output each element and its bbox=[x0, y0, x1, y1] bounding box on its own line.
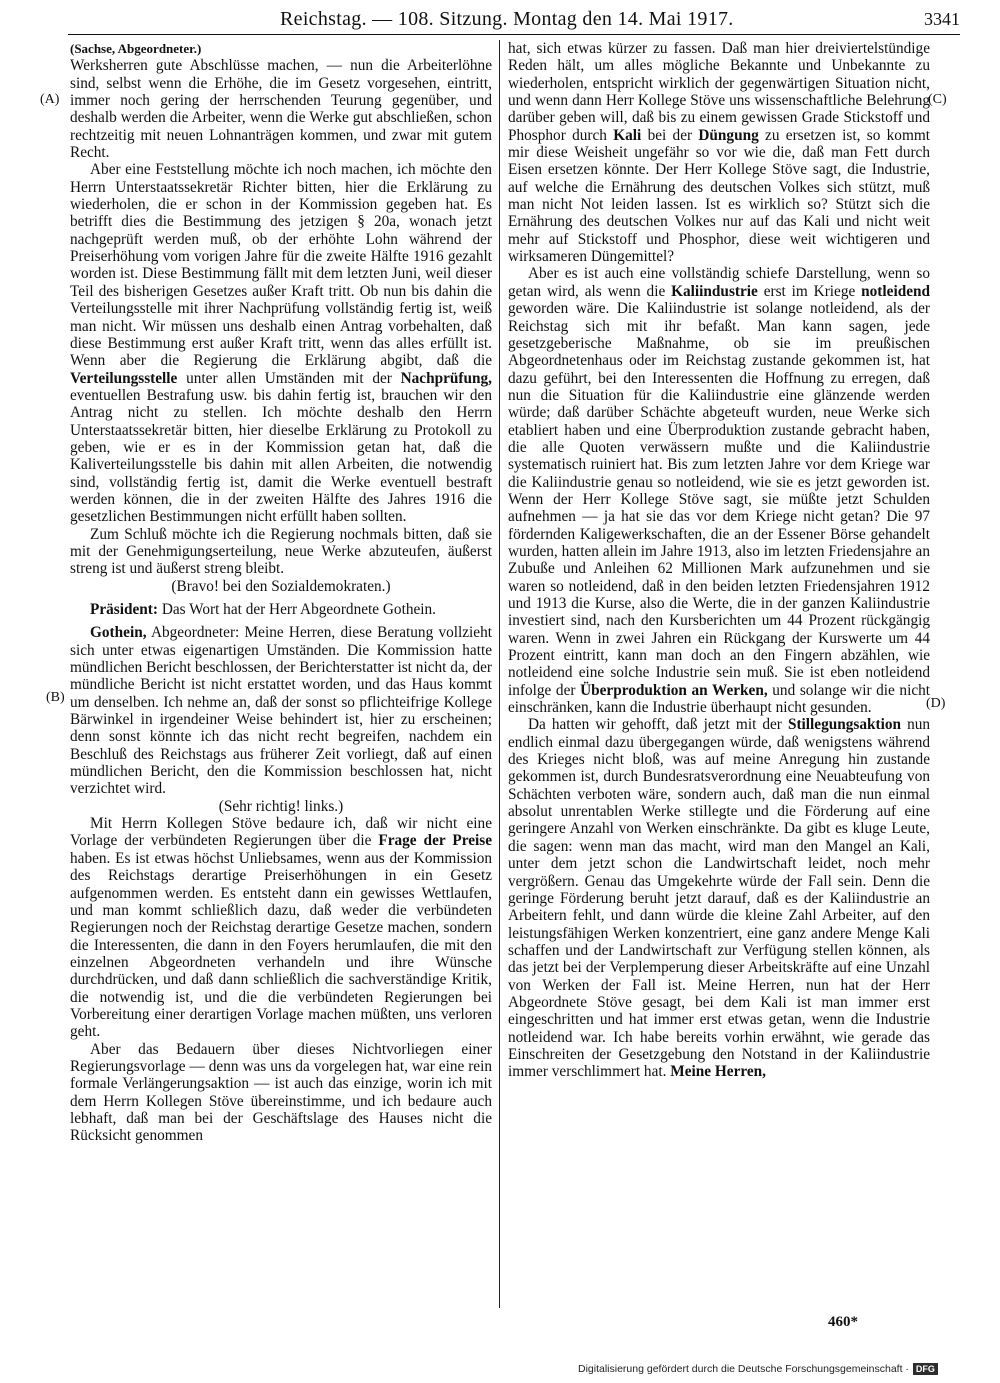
paragraph bbox=[508, 716, 930, 1080]
emphasis: Kali bbox=[613, 126, 642, 144]
paragraph bbox=[70, 624, 492, 797]
text-run: unter allen Umständen mit der bbox=[186, 369, 392, 387]
margin-marker-d: (D) bbox=[926, 696, 946, 711]
paragraph: Werksherren gute Abschlüsse machen, — nun die Arbeiterlöhne sind, selbst wenn die Erhöhe, die im Gesetz vorgesehen, eintritt, immer noch gering der herrschenden Teurung gegenüber, und deshalb werden die Arbeiter, wenn die Werke gut abschließen, schon rechtzeitig mit neuen Lohnanträgen kommen, und zwar mit gutem Recht. bbox=[70, 57, 492, 162]
applause-note: (Sehr richtig! links.) bbox=[218, 797, 344, 815]
speaker-label: Präsident: bbox=[90, 601, 158, 618]
footer-credit bbox=[578, 1363, 938, 1375]
paragraph bbox=[70, 601, 492, 618]
text-run: Abgeordneter: Meine Herren, diese Beratung vollzieht sich unter etwas eigenartigen Umständen. Die Kommission hatte mündlichen Bericht beschlossen, der Berichterstatter ist nicht da, der mündliche Bericht ist nicht erstattet worden, und das Haus kommt um denselben. Ich nehme an, daß der sonst so pflichteifrige Kollege Bärwinkel in irgendeiner Weise behindert ist, hier zu erscheinen; denn sonst könnte ich das nicht recht begreifen, nachdem ein Beschluß des Reichstags aus früherer Zeit vorliegt, daß auf einen mündlichen Bericht, den die Kommission beschlossen hat, nicht verzichtet wird. bbox=[70, 624, 492, 798]
text-run: hat, sich etwas kürzer zu fassen. Daß man hier dreiviertelstündige Reden hält, um alles mögliche Bekannte und Unbekannte zu wiederholen, entspricht wirklich der gegenwärtigen Situation nicht, und wenn dann Herr Kollege Stöve uns wissenschaftliche Belehrung darüber geben will, daß bis zu einem gewissen Grade Stickstoff und Phosphor durch bbox=[508, 40, 930, 144]
emphasis: Düngung bbox=[698, 126, 759, 144]
text-run: Das Wort hat der Herr Abgeordnete Gothein. bbox=[161, 601, 436, 618]
footer-text: Digitalisierung gefördert durch die Deutsche Forschungsgemeinschaft · bbox=[578, 1363, 909, 1375]
paragraph bbox=[508, 40, 930, 265]
text-run: Da hatten wir gehofft, daß jetzt mit der bbox=[528, 716, 782, 734]
text-run: zu ersetzen ist, so kommt mir diese Weisheit ungefähr so vor wie die, daß man Fett durch Eisen ersetzen könnte. Der Herr Kollege Stöve sagt, die Industrie, auf welche die Ernährung des deutschen Volkes sich stützt, muß man nicht Not leiden lassen. Ist es wirklich so? Stützt sich die Ernährung des deutschen Volkes nur auf das Kali und nicht weit mehr auf Stickstoff und Phosphor, diese weit wichtigeren und wirksameren Düngemittel? bbox=[508, 126, 930, 266]
speaker-tag: (Sachse, Abgeordneter.) bbox=[70, 41, 202, 56]
paragraph bbox=[70, 815, 492, 1040]
text-run: Aber eine Feststellung möchte ich noch machen, ich möchte den Herrn Unterstaatssekretär Richter bitten, hier die Erklärung zu wiederholen, die er schon in der Kommission gegeben hat. Es betrifft dies die Bestimmung des jetzigen § 20a, wonach jetzt nachgeprüft werden muß, ob der erhöhte Lohn während der Preiserhöhung vom vorigen Jahre für die zweite Hälfte 1916 gezahlt worden ist. Diese Bestimmung fällt mit dem letzten Juni, weil dieser Teil des bisherigen Gesetzes außer Kraft tritt. Ob nun bis dahin die Verteilungsstelle mit ihrer Nachprüfung vollständig fertig ist, weiß man nicht. Wir müssen uns deshalb einen Antrag vorbehalten, daß diese Bestimmung erst außer Kraft tritt, wenn das alles erfüllt ist. Wenn aber die Regierung die Erklärung abgibt, daß die bbox=[70, 161, 492, 370]
paragraph bbox=[70, 161, 492, 525]
text-run: haben. Es ist etwas höchst Unliebsames, wenn aus der Kommission des Reichstags derartige Preiserhöhungen in ein Gesetz aufgenommen werden. Es entsteht dann ein gewisses Wettlaufen, und man kommt schließlich dazu, daß weder die verbündeten Regierungen noch der Reichstag derartige Gesetze machen, sondern die Interessenten, die dann in den Foyers herumlaufen, die mit den einzelnen Abgeordneten verhandeln und ihre Wünsche durchdrücken, und daß dann schließlich die sachverständige Kritik, die notwendig ist, und die die verbündeten Regierungen bei Vorbereitung einer derartigen Vorlage machen müßten, uns verloren geht. bbox=[70, 849, 492, 1041]
text-run: und solange wir die nicht einschränken, kann die Industrie überhaupt nicht gesunden. bbox=[508, 681, 931, 717]
margin-marker-b: (B) bbox=[46, 690, 65, 705]
emphasis: Stillegungsaktion bbox=[787, 716, 902, 734]
emphasis: notleidend bbox=[861, 282, 931, 300]
paragraph: Aber das Bedauern über dieses Nichtvorliegen einer Regierungsvorlage — denn was uns da vorgelegen hat, war eine rein formale Verlängerungsaktion — ist auch das einzige, worin ich mit dem Herrn Kollegen Stöve übereinstimme, und ich bedaure auch lebhaft, daß man bei der Geschäftslage des Hauses nicht die Rücksicht genommen bbox=[70, 1040, 492, 1145]
emphasis: Kaliindustrie bbox=[671, 282, 758, 300]
emphasis: Verteilungsstelle bbox=[70, 369, 178, 387]
running-header bbox=[280, 8, 960, 32]
text-run: Aber es ist auch eine vollständig schiefe Darstellung, wenn so getan wird, als wenn die bbox=[508, 265, 930, 300]
applause-note: (Bravo! bei den Sozialdemokraten.) bbox=[171, 577, 391, 595]
sheet-signature: 460* bbox=[828, 1314, 858, 1330]
emphasis: Überproduktion an Werken, bbox=[580, 681, 768, 699]
paragraph: Zum Schluß möchte ich die Regierung nochmals bitten, daß sie mit der Genehmigungserteilung, neue Werke abzuteufen, äußerst streng ist und äußerst streng bleibt. bbox=[70, 525, 492, 578]
margin-marker-a: (A) bbox=[40, 92, 60, 107]
margin-marker-c: (C) bbox=[928, 92, 947, 107]
speaker-label: Gothein, bbox=[90, 624, 147, 642]
header-title: Reichstag. — 108. Sitzung. Montag den 14. Mai 1917. bbox=[280, 8, 734, 30]
paragraph bbox=[508, 265, 930, 716]
header-rule bbox=[68, 34, 960, 35]
text-run: geworden wäre. Die Kaliindustrie ist solange notleidend, als der Reichstag sich mit ihr befaßt. Man kann sagen, jede gesetzgeberische Maßnahme, ob sie im preußischen Abgeordnetenhaus oder im Reichstag zustande gekommen ist, hat dazu geführt, bei den Interessenten die Hoffnung zu erregen, daß nun die Situation für die Kaliindustrie eine glänzende werden würde; daß darüber Schächte abgeteuft wurden, neue Werke sich etabliert haben und eine Überproduktion zustande gebracht haben, die alle Quoten verwässern mußte und die Kaliindustrie systematisch ruiniert hat. Bis zum letzten Jahre vor dem Kriege war die Kaliindustrie genau so notleidend, wie sie es jetzt geworden ist. Wenn der Herr Kollege Stöve sagt, sie müßte jetzt Schulden aufnehmen — ja hat sie das vor dem Kriege nicht getan? Die 97 fördernden Kaligewerkschaften, die an der Essener Börse gehandelt wurden, hatten allein im Jahre 1913, also im letzten Friedensjahre an Zubuße und Anleihen 62 Millionen Mark aufzunehmen und sie waren so notleidend, daß in den beiden letzten Friedensjahren 1912 und 1913 die Kurse, also die Werte, die in der ganzen Kaliindustrie investiert sind, nach den Kursberichten um 44 Prozent rückgängig waren. Wenn in zwei Jahren ein Rückgang der Kurswerte um 44 Prozent eintritt, kann man doch an den Fingern abzählen, wie notleidend eine solche Industrie sein muß. Sie ist eben notleidend infolge der bbox=[508, 300, 930, 699]
text-run: bei der bbox=[647, 126, 693, 144]
text-run: erst im Kriege bbox=[763, 282, 856, 300]
text-run: eventuellen Bestrafung usw. bis dahin fertig ist, brauchen wir den Antrag nicht zu stellen. Ich möchte deshalb den Herrn Unterstaatssekretär bitten, hier dieselbe Erklärung zu Protokoll zu geben, wie er es in der Kommission getan hat, daß die Kaliverteilungsstelle bis dahin mit allen Arbeiten, die notwendig sind, vollständig fertig ist, damit die Werke eventuell bestraft werden können, die in der zweiten Hälfte des Jahres 1916 die gesetzlichen Bestimmungen nicht erfüllt haben sollten. bbox=[70, 386, 492, 526]
emphasis: Frage der Preise bbox=[378, 832, 492, 850]
emphasis: Meine Herren, bbox=[670, 1063, 766, 1081]
page-number: 3341 bbox=[924, 9, 960, 29]
dfg-logo: DFG bbox=[913, 1363, 938, 1375]
left-column bbox=[70, 40, 492, 1145]
text-run: Mit Herrn Kollegen Stöve bedaure ich, daß wir nicht eine Vorlage der verbündeten Regierungen über die bbox=[70, 815, 492, 850]
right-column bbox=[508, 40, 930, 1081]
text-run: nun endlich einmal dazu übergegangen würde, daß wenigstens während des Krieges nicht bloß, was auf meine Anregung hin zustande gekommen ist, durch Bundesratsverordnung eine Neuabteufung von Schächten verboten wäre, sondern auch, daß man die nun einmal absolut unrentablen Werke stillegte und die Förderung auf eine geringere Anzahl von Werken einschränkte. Da gibt es kluge Leute, die sagen: wenn man das macht, wird man den Mangel an Kali, unter dem jetzt schon die Landwirtschaft leidet, noch mehr vergrößern. Genau das Umgekehrte würde der Fall sein. Denn die geringe Förderung beruht jetzt darauf, daß es der Kaliindustrie an Arbeitern fehlt, und dann würde die kleine Zahl Arbeiter, auf den leistungsfähigen Werken konzentriert, eine ganz andere Menge Kali schaffen und der Landwirtschaft zur Verfügung stellen können, als das jetzt bei der Verplemperung dieser Arbeitskräfte auf eine Unzahl von Werken der Fall ist. Meine Herren, nun hat der Herr Abgeordnete Stöve gesagt, bei dem Kali ist man immer erst eingeschritten und hat immer erst etwas getan, wenn die Industrie notleidend war. Ich habe bereits vorhin erwähnt, wie gerade das Einschreiten der Gesetzgebung den Notstand in der Kaliindustrie immer verschlimmert hat. bbox=[508, 716, 931, 1081]
column-divider bbox=[499, 40, 500, 1308]
emphasis: Nachprüfung, bbox=[400, 369, 492, 387]
